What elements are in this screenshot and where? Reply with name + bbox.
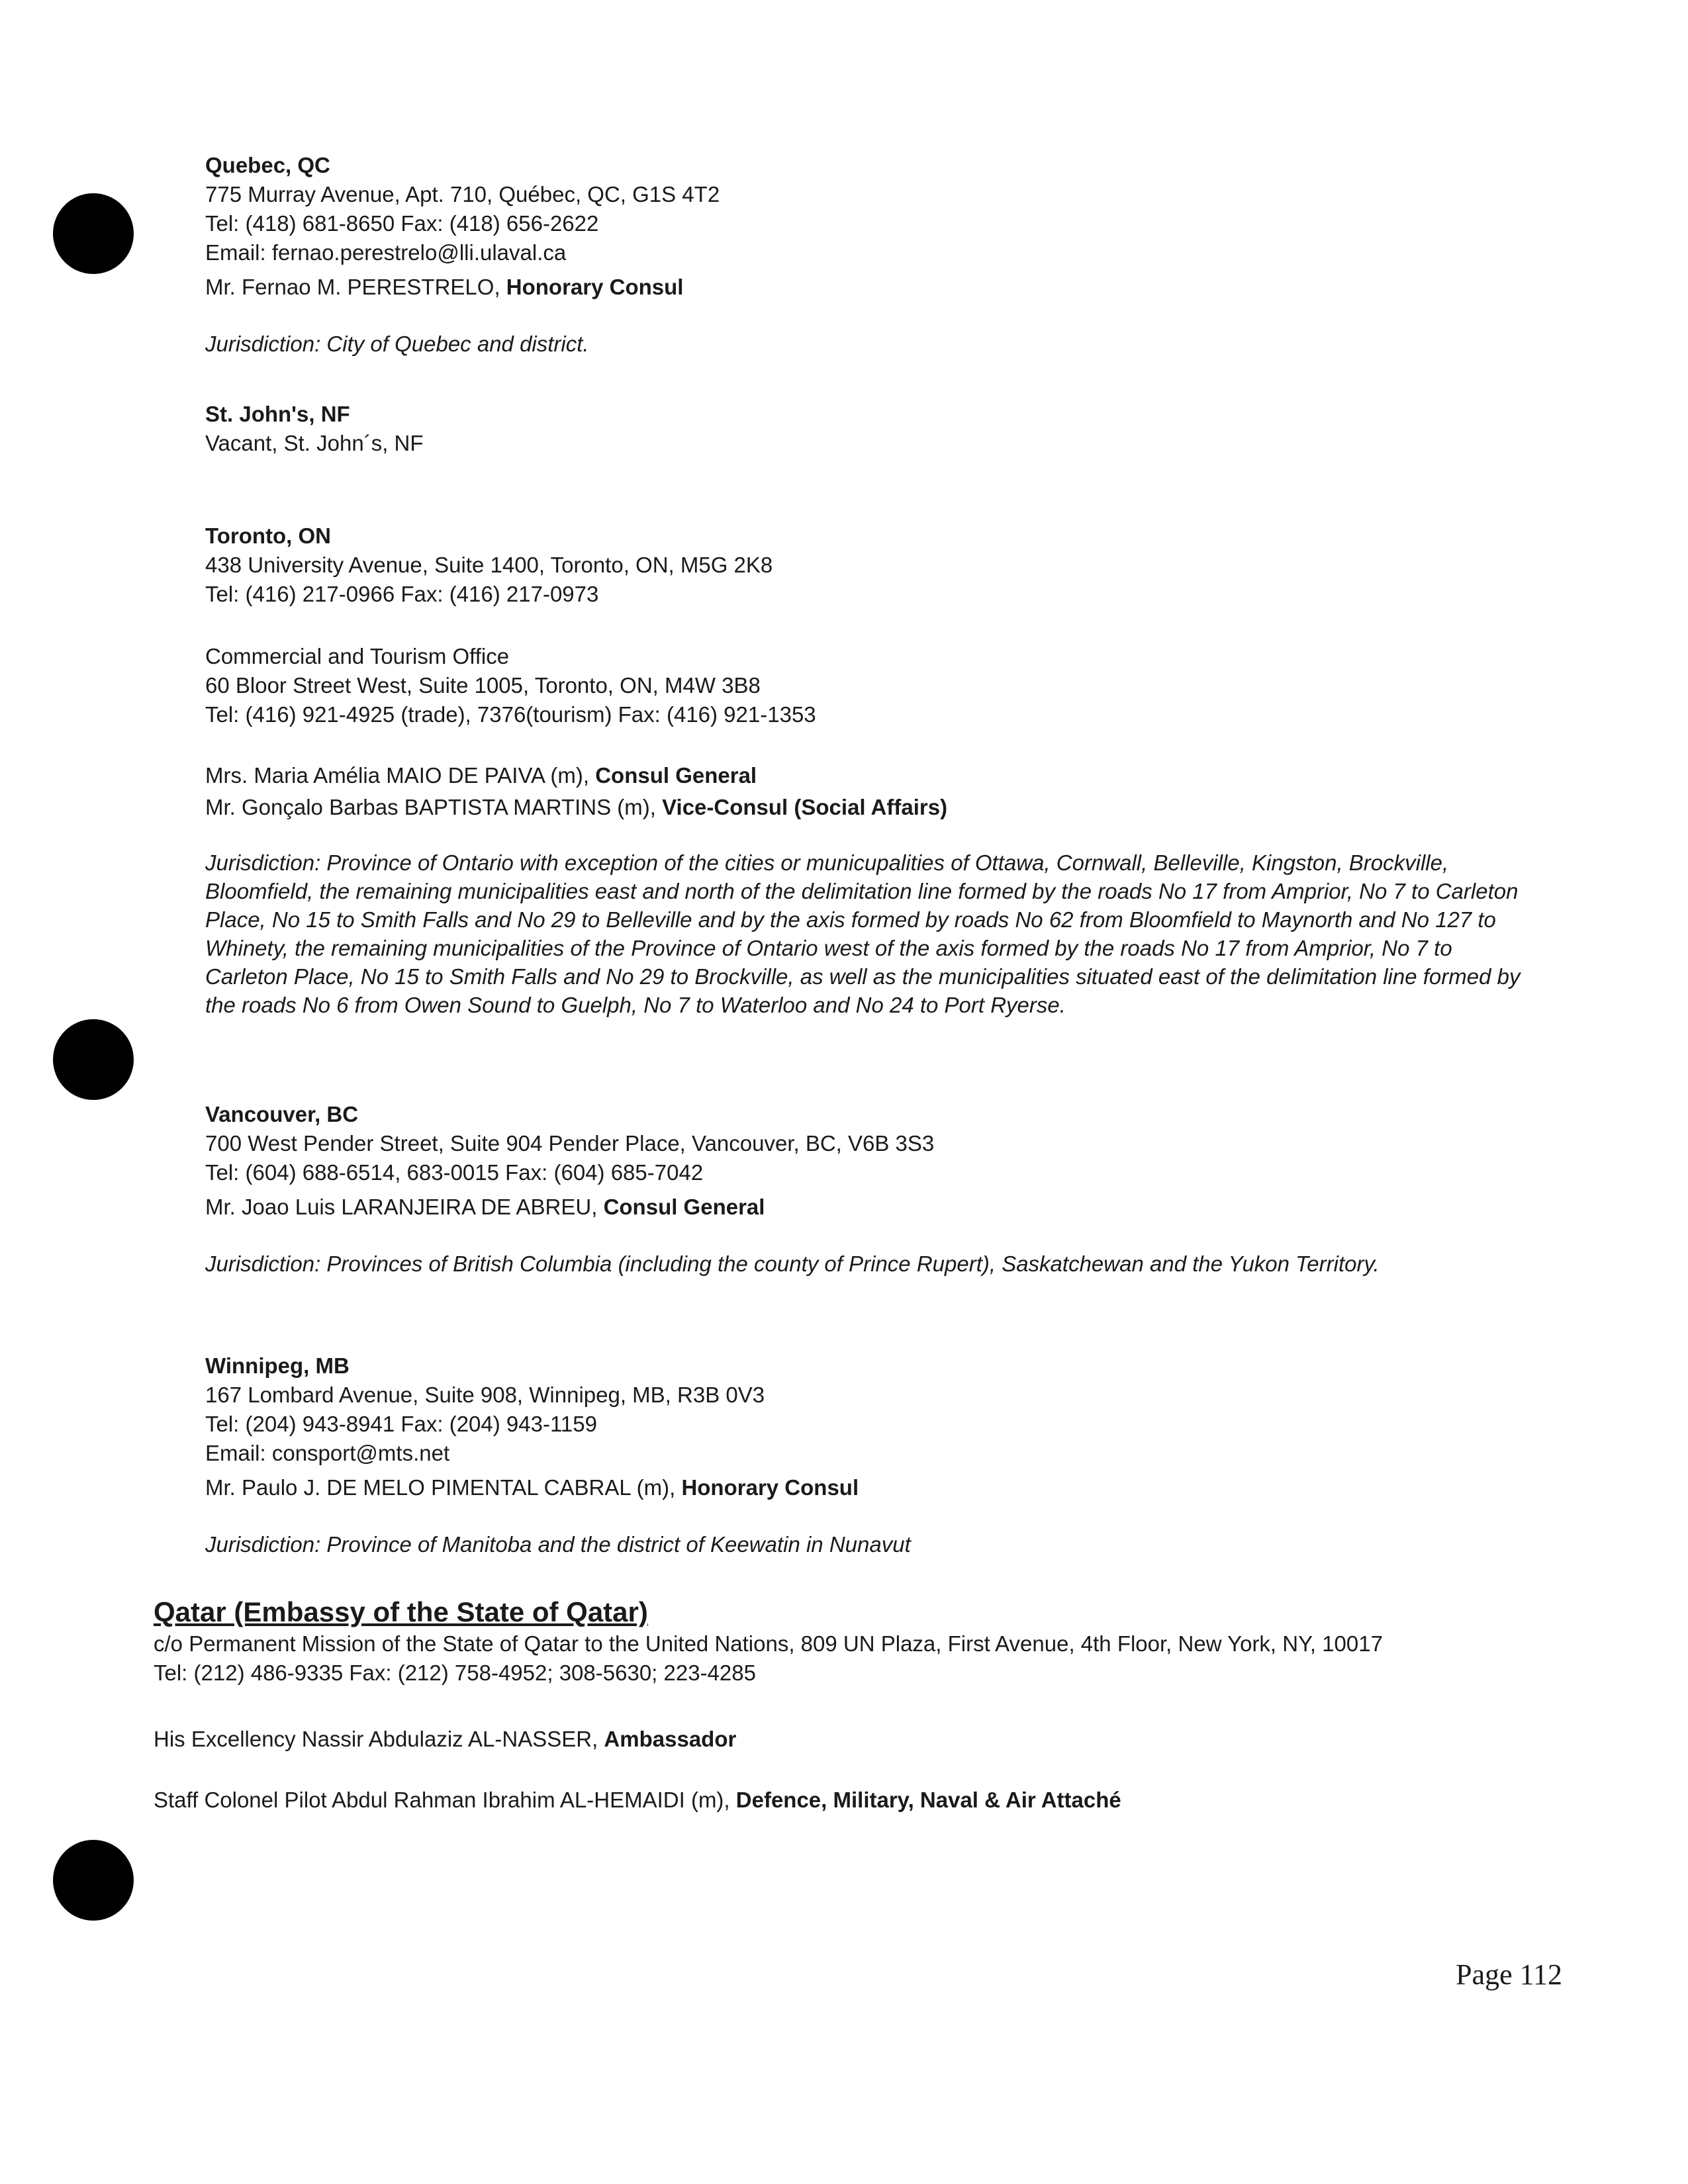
- consulate-st-johns: [205, 400, 1542, 458]
- jurisdiction: Jurisdiction: Province of Ontario with exception of the cities or municupalities of Ottawa, Cornwall, Belleville, Kingston, Brockville, Bloomfield, the remaining municipalities east and north of the delimitation line formed by the roads No 17 from Amprior, No 7 to Carleton Place, No 15 to Smith Falls and No 29 to Belleville and by the axis formed by roads No 62 from Bloomfield to Maynorth and No 127 to Whinety, the remaining municipalities of the Province of Ontario west of the axis formed by the roads No 17 from Amprior, No 7 to Carleton Place, No 15 to Smith Falls and No 29 to Brockville, as well as the municipalities situated east of the delimitation line formed by the roads No 6 from Owen Sound to Guelph, No 7 to Waterloo and No 24 to Port Ryerse.: [205, 850, 1521, 1017]
- city-heading: Winnipeg, MB: [205, 1353, 350, 1378]
- official-line: [205, 1193, 1542, 1222]
- address-line: 167 Lombard Avenue, Suite 908, Winnipeg, MB, R3B 0V3: [205, 1383, 765, 1407]
- office-phone: Tel: (416) 921-4925 (trade), 7376(tourism) Fax: (416) 921-1353: [205, 702, 816, 727]
- official-line: [205, 1473, 1542, 1502]
- official-line: [154, 1725, 1544, 1754]
- city-heading: Toronto, ON: [205, 523, 332, 548]
- consulate-quebec: [205, 151, 1542, 359]
- phone-line: Tel: (416) 217-0966 Fax: (416) 217-0973: [205, 582, 599, 606]
- official-title: Vice-Consul (Social Affairs): [662, 795, 948, 819]
- page-number: Page 112: [1456, 1958, 1562, 1991]
- official-line: [205, 273, 1542, 302]
- official-title: Honorary Consul: [506, 275, 684, 299]
- embassy-address: c/o Permanent Mission of the State of Qatar to the United Nations, 809 UN Plaza, First Avenue, 4th Floor, New York, NY, 10017: [154, 1631, 1383, 1656]
- phone-line: Tel: (418) 681-8650 Fax: (418) 656-2622: [205, 211, 599, 236]
- official-title: Ambassador: [604, 1727, 737, 1751]
- consulate-winnipeg: [205, 1351, 1542, 1559]
- official-name: Mr. Joao Luis LARANJEIRA DE ABREU,: [205, 1195, 604, 1219]
- official-title: Consul General: [595, 763, 757, 788]
- official-line: [154, 1786, 1544, 1815]
- email-line: Email: consport@mts.net: [205, 1441, 450, 1465]
- official-name: Mr. Gonçalo Barbas BAPTISTA MARTINS (m),: [205, 795, 663, 819]
- city-heading: Quebec, QC: [205, 153, 330, 177]
- official-name: Staff Colonel Pilot Abdul Rahman Ibrahim AL-HEMAIDI (m),: [154, 1788, 736, 1812]
- punch-hole: [53, 1840, 134, 1921]
- phone-line: Tel: (604) 688-6514, 683-0015 Fax: (604) 685-7042: [205, 1160, 704, 1185]
- official-line: [205, 793, 1542, 822]
- consulate-toronto: [205, 522, 1542, 1019]
- punch-hole: [53, 193, 134, 274]
- official-title: Honorary Consul: [681, 1475, 859, 1500]
- city-heading: Vancouver, BC: [205, 1102, 359, 1126]
- phone-line: Tel: (204) 943-8941 Fax: (204) 943-1159: [205, 1412, 597, 1436]
- official-name: His Excellency Nassir Abdulaziz AL-NASSER,: [154, 1727, 604, 1751]
- jurisdiction: Jurisdiction: Provinces of British Columbia (including the county of Prince Rupert), Saskatchewan and the Yukon Territory.: [205, 1251, 1380, 1276]
- official-name: Mr. Fernao M. PERESTRELO,: [205, 275, 506, 299]
- address-line: Vacant, St. John´s, NF: [205, 431, 424, 455]
- official-title: Defence, Military, Naval & Air Attaché: [735, 1788, 1121, 1812]
- office-name: Commercial and Tourism Office: [205, 644, 510, 668]
- punch-hole: [53, 1019, 134, 1100]
- official-line: [205, 761, 1542, 790]
- jurisdiction: Jurisdiction: Province of Manitoba and the district of Keewatin in Nunavut: [205, 1532, 911, 1557]
- office-address: 60 Bloor Street West, Suite 1005, Toronto, ON, M4W 3B8: [205, 673, 761, 698]
- official-title: Consul General: [603, 1195, 765, 1219]
- embassy-phone: Tel: (212) 486-9335 Fax: (212) 758-4952; 308-5630; 223-4285: [154, 1661, 756, 1685]
- embassy-heading: Qatar (Embassy of the State of Qatar): [154, 1596, 648, 1627]
- jurisdiction: Jurisdiction: City of Quebec and district.: [205, 332, 589, 356]
- email-line: Email: fernao.perestrelo@lli.ulaval.ca: [205, 240, 567, 265]
- official-name: Mrs. Maria Amélia MAIO DE PAIVA (m),: [205, 763, 596, 788]
- consulate-vancouver: [205, 1100, 1542, 1279]
- address-line: 775 Murray Avenue, Apt. 710, Québec, QC, G1S 4T2: [205, 182, 720, 206]
- address-line: 700 West Pender Street, Suite 904 Pender Place, Vancouver, BC, V6B 3S3: [205, 1131, 935, 1156]
- official-name: Mr. Paulo J. DE MELO PIMENTAL CABRAL (m),: [205, 1475, 682, 1500]
- address-line: 438 University Avenue, Suite 1400, Toronto, ON, M5G 2K8: [205, 553, 773, 577]
- city-heading: St. John's, NF: [205, 402, 350, 426]
- embassy-qatar: [154, 1595, 1544, 1815]
